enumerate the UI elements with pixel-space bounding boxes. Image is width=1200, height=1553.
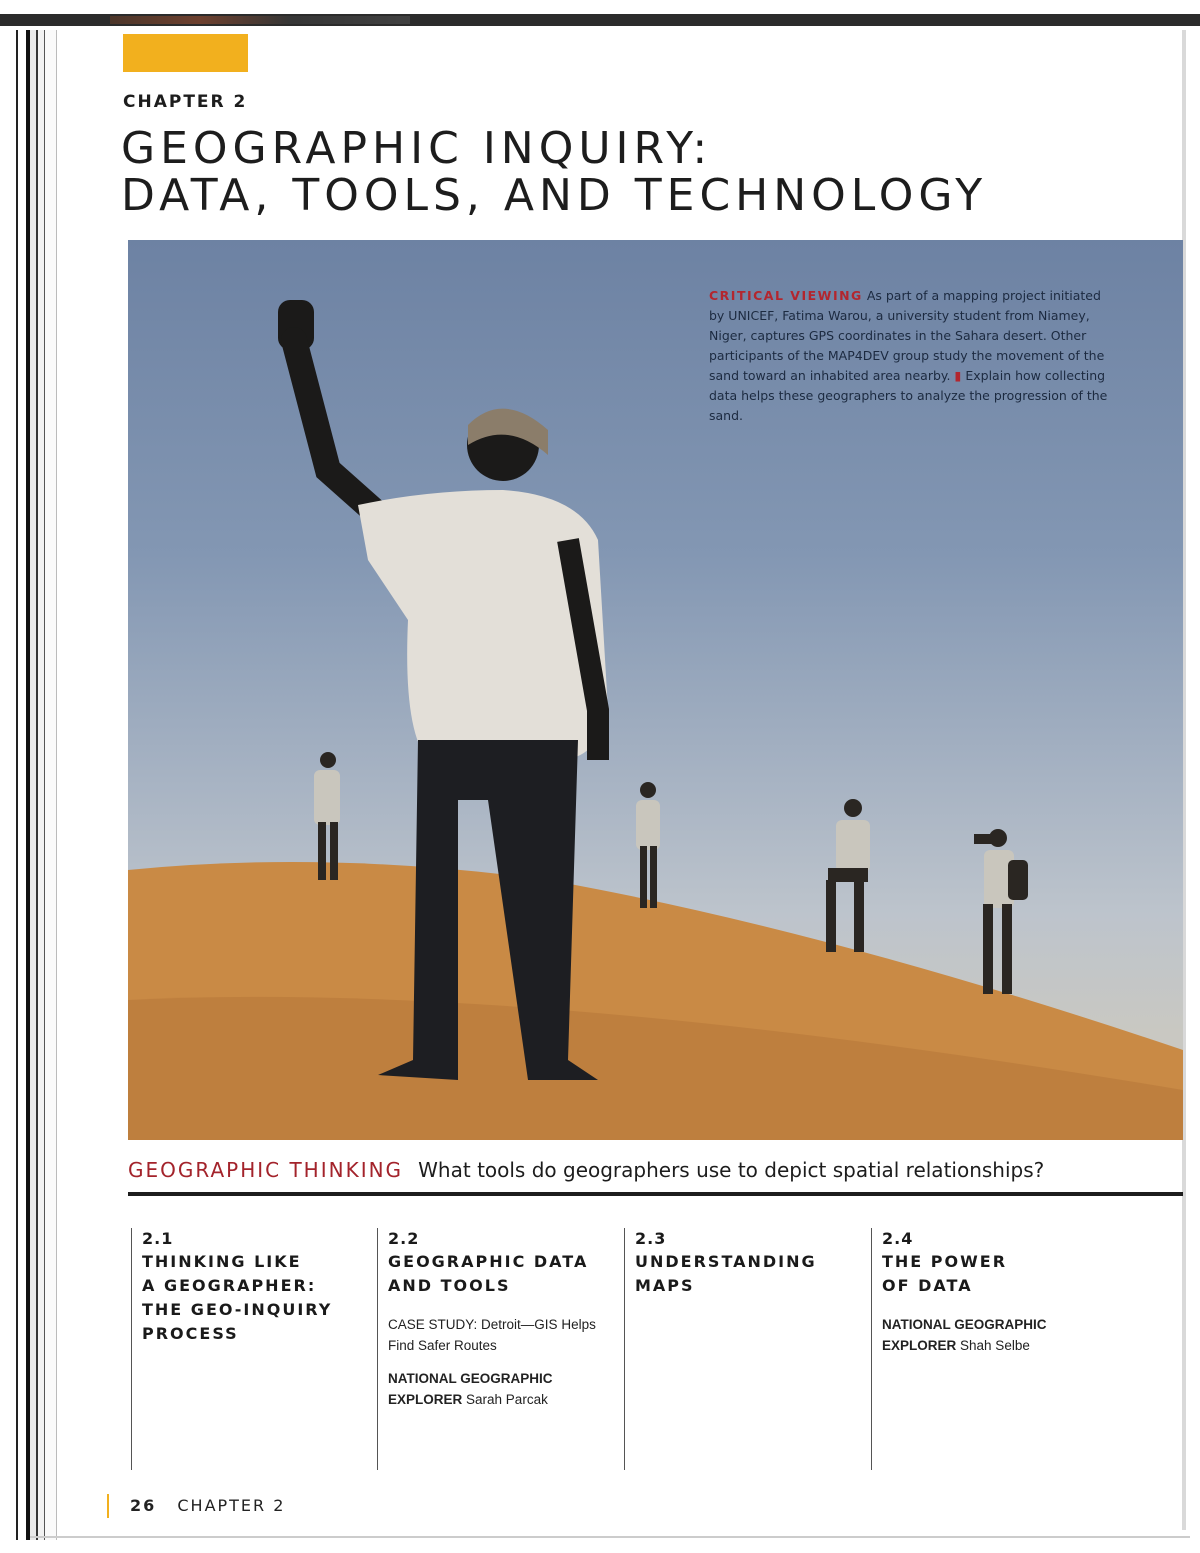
section-heading-line: GEOGRAPHIC DATA — [388, 1252, 589, 1271]
critical-viewing-tag: CRITICAL VIEWING — [709, 288, 863, 303]
chapter-title-line-1: GEOGRAPHIC INQUIRY: — [121, 123, 713, 174]
case-study-text: Detroit—GIS Helps Find Safer Routes — [388, 1317, 596, 1353]
section-number: 2.3 — [635, 1229, 667, 1248]
scan-binding-edge — [0, 30, 70, 1540]
chapter-title — [121, 125, 1121, 219]
geographic-thinking-bar — [128, 1158, 1183, 1196]
explorer-label: NATIONAL GEOGRAPHIC EXPLORER — [882, 1317, 1047, 1353]
explorer-name: Shah Selbe — [960, 1338, 1030, 1353]
section-heading-line: AND TOOLS — [388, 1276, 511, 1295]
photo-caption — [709, 286, 1119, 426]
geographic-thinking-question: What tools do geographers use to depict spatial relationships? — [418, 1158, 1045, 1182]
case-study-label: CASE STUDY: — [388, 1317, 478, 1332]
chapter-tab-marker — [123, 34, 248, 72]
explorer-entry — [388, 1368, 617, 1410]
section-heading-line: PROCESS — [142, 1324, 239, 1343]
section-heading-line: OF DATA — [882, 1276, 973, 1295]
section-number: 2.1 — [142, 1229, 174, 1248]
chapter-label: CHAPTER 2 — [123, 92, 248, 112]
section-heading-line: MAPS — [635, 1276, 695, 1295]
figure-photographer — [974, 829, 1028, 994]
section-number: 2.4 — [882, 1229, 914, 1248]
caption-text: As part of a mapping project initiated by UNICEF, Fatima Warou, a university student from Niamey, Niger, captures GPS coordinates in the Sahara desert. Other participants of the MAP4DEV group study the movement of the sand toward an inhabited area nearby. — [709, 288, 1105, 383]
geographic-thinking-label: GEOGRAPHIC THINKING — [128, 1158, 404, 1182]
chapter-title-line-2: DATA, TOOLS, AND TECHNOLOGY — [121, 170, 988, 221]
section-heading-line: A GEOGRAPHER: — [142, 1276, 317, 1295]
section-number: 2.2 — [388, 1229, 420, 1248]
section-2-1 — [131, 1228, 371, 1470]
caption-prompt: Explain how collecting data helps these geographers to analyze the progression of the sand. — [709, 368, 1108, 423]
page-footer — [107, 1494, 285, 1518]
footer-chapter: CHAPTER 2 — [177, 1496, 286, 1515]
section-heading-line: THINKING LIKE — [142, 1252, 302, 1271]
page-number: 26 — [130, 1496, 157, 1515]
section-heading-line: THE GEO-INQUIRY — [142, 1300, 333, 1319]
section-2-3 — [624, 1228, 864, 1470]
section-heading-line: THE POWER — [882, 1252, 1008, 1271]
explorer-entry — [882, 1314, 1111, 1356]
section-2-4 — [871, 1228, 1111, 1470]
figure-background-middle — [636, 782, 660, 908]
section-2-2 — [377, 1228, 617, 1470]
critical-viewing-marker: ▮ — [954, 368, 962, 383]
figure-background-right — [826, 799, 870, 952]
case-study-entry — [388, 1314, 617, 1356]
figure-background-left — [314, 752, 340, 880]
section-heading-line: UNDERSTANDING — [635, 1252, 817, 1271]
explorer-name: Sarah Parcak — [466, 1392, 548, 1407]
scan-top-edge — [0, 0, 1200, 28]
scan-bottom-edge — [30, 1536, 1190, 1538]
explorer-label: NATIONAL GEOGRAPHIC EXPLORER — [388, 1371, 553, 1407]
